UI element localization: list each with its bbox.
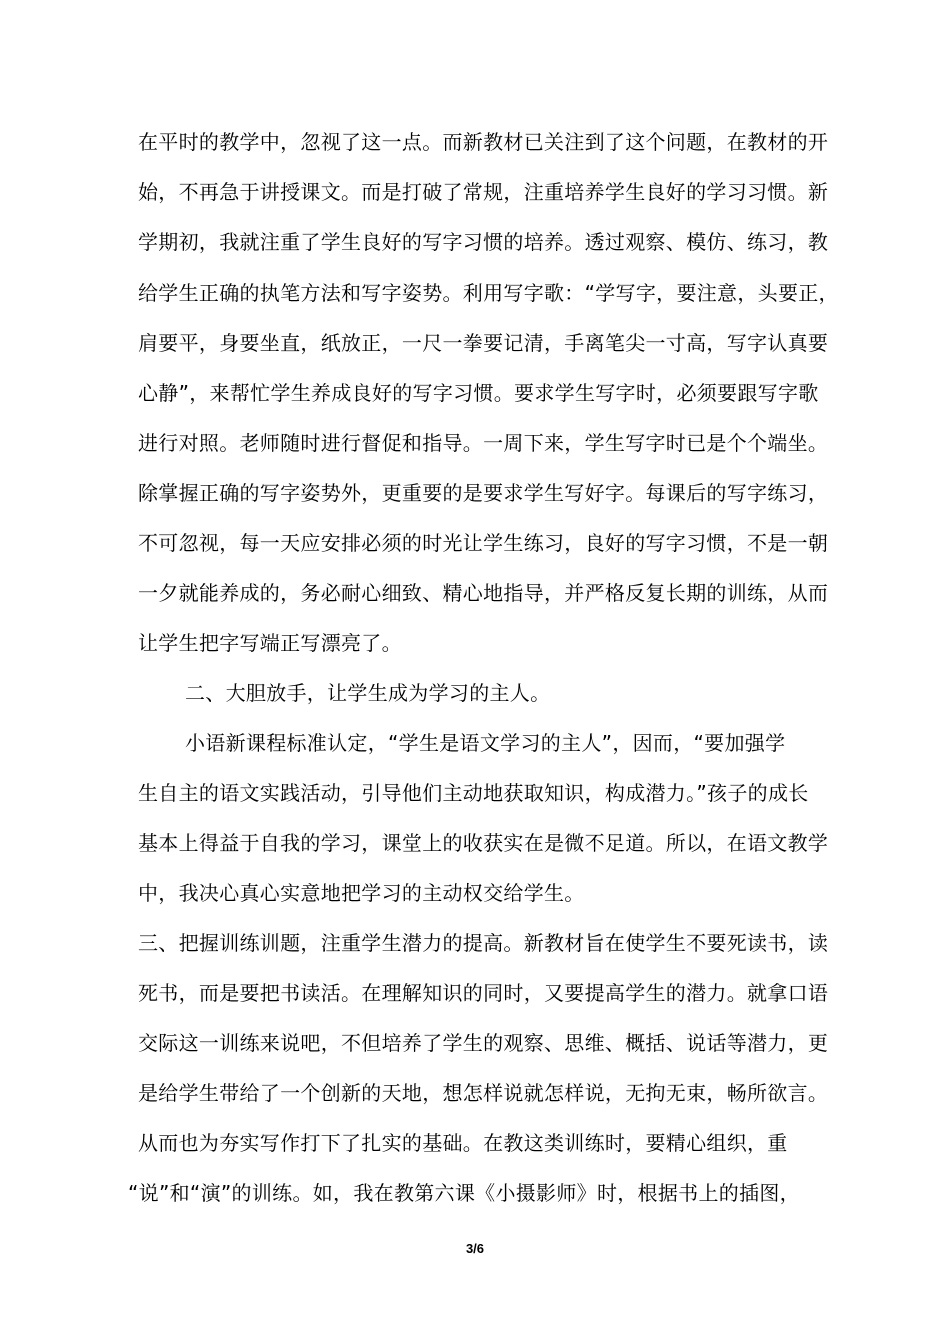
section-heading: 三、把握训练训题，注重学生潜力的提高。新教材旨在使学生不要死读书，读 xyxy=(138,931,829,955)
paragraph-line: 基本上得益于自我的学习，课堂上的收获实在是微不足道。所以，在语文教学 xyxy=(138,831,829,855)
paragraph-line: 从而也为夯实写作打下了扎实的基础。在教这类训练时，要精心组织，重 xyxy=(138,1131,788,1155)
section-heading: 二、大胆放手，让学生成为学习的主人。 xyxy=(185,681,551,705)
paragraph-line: 一夕就能养成的，务必耐心细致、精心地指导，并严格反复长期的训练，从而 xyxy=(138,581,829,605)
paragraph-line: 不可忽视，每一天应安排必须的时光让学生练习，良好的写字习惯，不是一朝 xyxy=(138,531,829,555)
paragraph-line: 生自主的语文实践活动，引导他们主动地获取知识，构成潜力。”孩子的成长 xyxy=(138,781,809,805)
page-number: 3/6 xyxy=(465,1241,485,1256)
paragraph-line: “说”和“演”的训练。如，我在教第六课《小摄影师》时，根据书上的插图， xyxy=(128,1181,800,1205)
paragraph-line: 心静”，来帮忙学生养成良好的写字习惯。要求学生写字时，必须要跟写字歌 xyxy=(138,381,819,405)
paragraph-line: 是给学生带给了一个创新的天地，想怎样说就怎样说，无拘无束，畅所欲言。 xyxy=(138,1081,829,1105)
paragraph-line: 在平时的教学中，忽视了这一点。而新教材已关注到了这个问题，在教材的开 xyxy=(138,130,829,154)
paragraph-line: 给学生正确的执笔方法和写字姿势。利用写字歌：“学写字，要注意，头要正， xyxy=(138,281,839,305)
paragraph-line: 始，不再急于讲授课文。而是打破了常规，注重培养学生良好的学习习惯。新 xyxy=(138,180,829,204)
paragraph-line: 除掌握正确的写字姿势外，更重要的是要求学生写好字。每课后的写字练习， xyxy=(138,481,829,505)
paragraph-line: 交际这一训练来说吧，不但培养了学生的观察、思维、概括、说话等潜力，更 xyxy=(138,1031,829,1055)
paragraph-line: 小语新课程标准认定，“学生是语文学习的主人”，因而，“要加强学 xyxy=(185,731,786,755)
paragraph-line: 中，我决心真心实意地把学习的主动权交给学生。 xyxy=(138,881,585,905)
paragraph-line: 死书，而是要把书读活。在理解知识的同时，又要提高学生的潜力。就拿口语 xyxy=(138,981,829,1005)
paragraph-line: 让学生把字写端正写漂亮了。 xyxy=(138,631,402,655)
paragraph-line: 肩要平，身要坐直，纸放正，一尺一拳要记清，手离笔尖一寸高，写字认真要 xyxy=(138,331,829,355)
paragraph-line: 进行对照。老师随时进行督促和指导。一周下来，学生写字时已是个个端坐。 xyxy=(138,431,829,455)
paragraph-line: 学期初，我就注重了学生良好的写字习惯的培养。透过观察、模仿、练习，教 xyxy=(138,230,829,254)
